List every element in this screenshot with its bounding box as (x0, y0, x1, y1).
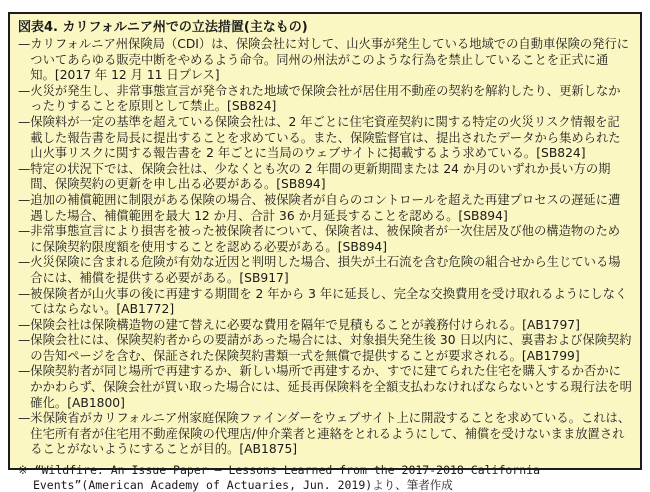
source-footnote (18, 463, 632, 492)
legislation-item-7: —火災保険に含まれる危険が有効な近因と判明した場合、損失が土石流を含む危険の組合せから生じている場合には、補償を提供する必要がある。[SB917] (18, 255, 621, 285)
legislation-item-3: —保険料が一定の基準を超えている保険会社は、2 年ごとに住宅資産契約に関する特定の火災リスク情報を記載した報告書を局長に提出することを求めている。また、保険監督官は、提出されたデータから集められた山火事リスクに関する報告書を 2 年ごとに当局のウェブサイトに掲載するよう求めている。[SB824] (18, 114, 621, 161)
footnote-suffix-text: より、筆者作成 (372, 477, 453, 492)
legislation-item-8: —被保険者が山火事の後に再建する期間を 2 年から 3 年に延長し、完全な交換費用を受け取れるようにしなくてはならない。[AB1772] (18, 286, 628, 317)
footnote-marker: ※ (18, 463, 28, 478)
legislation-item-6: —非常事態宣言により損害を被った被保険者について、保険者は、被保険者が一次住居及び他の構造物のために保険契約限度額を使用することを認める必要がある。[SB894] (18, 224, 621, 254)
legislation-item-2: —火災が発生し、非常事態宣言が発令された地域で保険会社が居住用不動産の契約を解約したり、更新しなかったりすることを原則として禁止。[SB824] (18, 83, 621, 114)
legislation-item-12: —米保険省がカリフォルニア州家庭保険ファインダーをウェブサイト上に開設することを求めている。これは、住宅所有者が住宅用不動産保険の代理店/仲介業者と連絡をとれるようにして、補償を受けないまま放置されることがないようにすることが目的。[AB1875] (18, 411, 631, 457)
footnote-source-text: “Wildfire: An Issue Paper – Lessons Learned from the 2017-2018 California Events”(American Academy of Actuaries, Jun. 2019) (32, 463, 540, 492)
legislation-item-11: —保険契約者が同じ場所で再建するか、新しい場所で再建するか、すでに建てられた住宅を購入するか否かにかかわらず、保険会社が買い取った場合には、延長再保険料を全額支払わなければならないとする現行法を明確化。[AB1800] (18, 364, 632, 410)
legislation-item-5: —追加の補償範囲に制限がある保険の場合、被保険者が自らのコントロールを超えた再建プロセスの遅延に遭遇した場合、補償範囲を最大 12 か月、合計 36 か月延長することを認める。[SB894] (18, 192, 621, 223)
legislation-item-1: —カリフォルニア州保険局（CDI）は、保険会社に対して、山火事が発生している地域での自動車保険の発行についてあらゆる販売中断をやめるよう命令。同州の州法がこのような行為を禁止していることを正式に通知。[2017 年 12 月 11 日プレス] (18, 37, 630, 83)
figure-title: 図表4. カリフォルニア州での立法措置(主なもの) (18, 20, 308, 35)
figure-box (8, 12, 642, 492)
legislation-item-4: —特定の状況下では、保険会社は、少なくとも次の 2 年間の更新期間または 24 か月のいずれか長い方の期間、保険契約の更新を申し出る必要がある。[SB894] (18, 161, 611, 192)
legislation-item-9: —保険会社は保険構造物の建て替えに必要な費用を隔年で見積もることが義務付けられる。[AB1797] (18, 317, 580, 332)
legislation-item-10: —保険会社には、保険契約者からの要請があった場合には、対象損失発生後 30 日以内に、裏書および保険契約の告知ページを含む、保証された保険契約書類一式を無償で提供することが要求される。[AB1799] (18, 333, 632, 363)
